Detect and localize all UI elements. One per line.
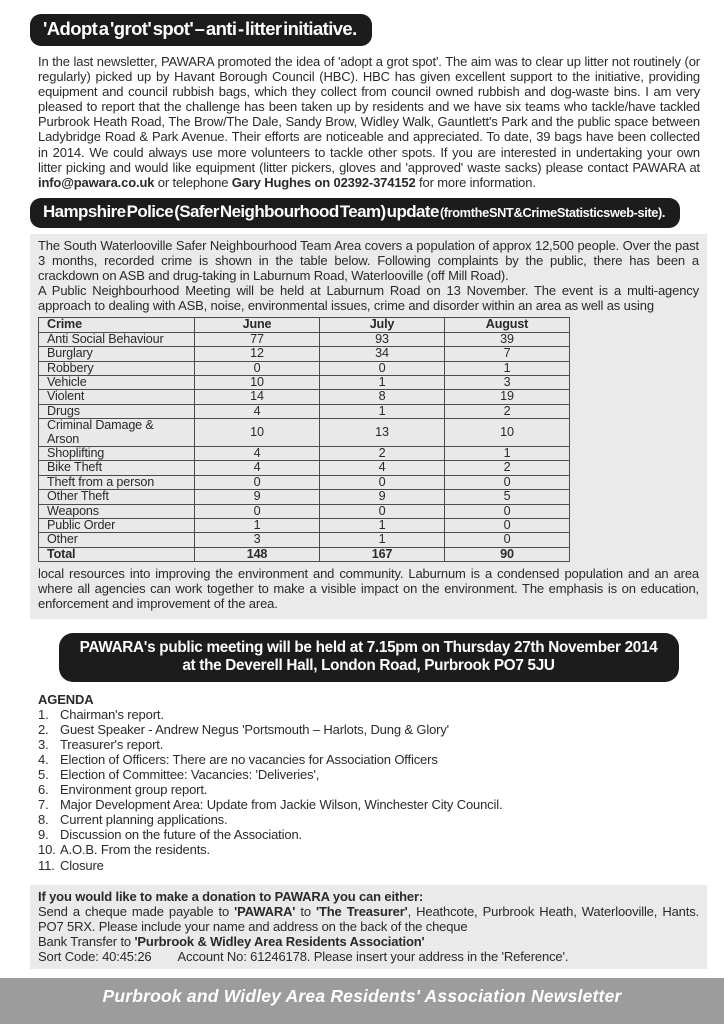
donation-heading: If you would like to make a donation to PAWARA you can either: — [38, 888, 424, 904]
crime-name-cell: Other — [39, 533, 195, 547]
text-segment: In the last newsletter, PAWARA promoted the idea of 'adopt a grot spot'. The aim was to clear up litter not routinely (or regularly) picked up by Havant Borough Council (HBC). HBC has given excellent support to the initiative, providing equipment and council rubbish bags, which they collect from council owned rubbish and dog-waste bins. I am very pleased to report that the challenge has been taken up by residents and we have six teams who tackle/have tackled Purbrook Heath Road, The Brow/The Dale, Sandy Brow, Widley Walk, Gauntlett's Park and the public space between Ladybridge Road & Park Avenue. Their efforts are noticeable and appreciated. To date, 39 bags have been collected in 2014. We could always use more volunteers to tackle other spots. If you are interested in undertaking your own litter picking and would like equipment (litter pickers, gloves and 'approved' waste sacks) please contact PAWARA at — [38, 54, 700, 175]
donation-cheque-paragraph — [38, 904, 699, 934]
agenda-item-text: Treasurer's report. — [60, 736, 164, 752]
police-paragraph-1: The South Waterlooville Safer Neighbourhood Team Area covers a population of approx 12,500 people. Over the past 3 months, recorded crime is shown in the table below. Following complaints by the public, there has been a crackdown on ASB and drug-taking in Laburnum Road, Waterlooville (off Mill Road). — [38, 237, 699, 284]
crime-count-cell: August — [445, 318, 570, 332]
text-segment: info@pawara.co.uk — [38, 174, 155, 190]
crime-count-cell: 77 — [195, 332, 320, 346]
crime-table-row — [39, 390, 570, 404]
crime-name-cell: Bike Theft — [39, 461, 195, 475]
crime-count-cell: 1 — [445, 446, 570, 460]
adopt-grot-spot-paragraph — [38, 54, 700, 190]
crime-count-cell: 9 — [195, 490, 320, 504]
agenda-item — [38, 767, 700, 782]
agenda-item — [38, 722, 700, 737]
crime-name-cell: Theft from a person — [39, 475, 195, 489]
agenda-item-number: 3. — [38, 736, 49, 752]
text-segment: or telephone — [154, 174, 232, 190]
crime-name-cell: Public Order — [39, 519, 195, 533]
crime-statistics-table — [38, 317, 570, 562]
crime-table-total-row — [39, 547, 570, 561]
agenda-item-text: Guest Speaker - Andrew Negus 'Portsmouth – Harlots, Dung & Glory' — [60, 721, 450, 737]
public-meeting-notice — [59, 633, 679, 682]
agenda-item-text: Closure — [60, 857, 104, 873]
crime-count-cell: 8 — [320, 390, 445, 404]
meeting-notice-line-2: at the Deverell Hall, London Road, Purbrook PO7 5JU — [182, 657, 555, 674]
agenda-item-text: Current planning applications. — [60, 812, 228, 828]
text-segment: for more information. — [415, 174, 536, 190]
police-update-section — [30, 234, 707, 619]
crime-count-cell: 1 — [445, 361, 570, 375]
agenda-item-text: Major Development Area: Update from Jackie Wilson, Winchester City Council. — [60, 797, 503, 813]
crime-count-cell: July — [320, 318, 445, 332]
crime-count-cell: 0 — [445, 519, 570, 533]
crime-count-cell: 39 — [445, 332, 570, 346]
text-segment: , Heathcote, Purbrook Heath, Waterlooville, Hants. PO7 5RX. Please include your name and address on the back of the cheque — [38, 903, 700, 934]
crime-name-cell: Burglary — [39, 347, 195, 361]
crime-table-row — [39, 332, 570, 346]
crime-count-cell: 14 — [195, 390, 320, 404]
agenda-item-text: Discussion on the future of the Association. — [60, 827, 302, 843]
crime-count-cell: 3 — [195, 533, 320, 547]
adopt-grot-spot-header — [30, 14, 372, 46]
crime-table-row — [39, 475, 570, 489]
agenda-item-number: 1. — [38, 706, 49, 722]
crime-count-cell: 34 — [320, 347, 445, 361]
crime-count-cell: 148 — [195, 547, 320, 561]
crime-name-cell: Violent — [39, 390, 195, 404]
crime-count-cell: 167 — [320, 547, 445, 561]
crime-count-cell: 1 — [320, 519, 445, 533]
crime-count-cell: 0 — [195, 475, 320, 489]
crime-count-cell: 0 — [320, 475, 445, 489]
crime-name-cell: Vehicle — [39, 375, 195, 389]
crime-count-cell: 4 — [195, 461, 320, 475]
crime-table-row — [39, 446, 570, 460]
agenda-item — [38, 782, 700, 797]
agenda-item-number: 6. — [38, 782, 49, 798]
agenda-item-number: 10. — [38, 842, 56, 858]
crime-name-cell: Total — [39, 547, 195, 561]
crime-name-cell: Drugs — [39, 404, 195, 418]
crime-name-cell: Anti Social Behaviour — [39, 332, 195, 346]
text-segment: Gary Hughes on 02392-374152 — [231, 174, 416, 190]
police-paragraph-2: A Public Neighbourhood Meeting will be held at Laburnum Road on 13 November. The event is a multi-agency approach to dealing with ASB, noise, environmental issues, crime and disorder within an area as well as using — [38, 283, 699, 314]
agenda-item — [38, 858, 700, 873]
crime-count-cell: 2 — [320, 446, 445, 460]
crime-count-cell: 5 — [445, 490, 570, 504]
crime-table-row — [39, 419, 570, 447]
crime-count-cell: 0 — [445, 475, 570, 489]
crime-table-head — [39, 318, 570, 332]
agenda-item-text: Environment group report. — [60, 782, 208, 798]
agenda-item-number: 9. — [38, 827, 49, 843]
crime-name-cell: Weapons — [39, 504, 195, 518]
agenda-heading: AGENDA — [38, 691, 94, 707]
crime-name-cell: Shoplifting — [39, 446, 195, 460]
crime-count-cell: 9 — [320, 490, 445, 504]
crime-table-body — [39, 332, 570, 562]
agenda-item-text: Election of Officers: There are no vacancies for Association Officers — [60, 751, 438, 767]
agenda-item — [38, 827, 700, 842]
meeting-notice-line-1: PAWARA's public meeting will be held at 7.15pm on Thursday 27th November 2014 — [79, 638, 658, 656]
agenda-item — [38, 842, 700, 857]
agenda-item — [38, 797, 700, 812]
agenda-item — [38, 737, 700, 752]
crime-table-row — [39, 519, 570, 533]
agenda-item-text: Chairman's report. — [60, 706, 164, 722]
crime-table-row — [39, 347, 570, 361]
crime-count-cell: 1 — [320, 375, 445, 389]
crime-count-cell: 0 — [445, 533, 570, 547]
agenda-item — [38, 707, 700, 722]
crime-count-cell: 19 — [445, 390, 570, 404]
crime-count-cell: 13 — [320, 419, 445, 447]
crime-name-cell: Other Theft — [39, 490, 195, 504]
agenda-item — [38, 752, 700, 767]
newsletter-footer-bar — [0, 978, 724, 1024]
crime-count-cell: 93 — [320, 332, 445, 346]
crime-count-cell: 10 — [445, 419, 570, 447]
crime-count-cell: 0 — [445, 504, 570, 518]
agenda-item-number: 5. — [38, 766, 49, 782]
text-segment: Account No: 61246178. Please insert your address in the 'Reference'. — [177, 949, 569, 964]
crime-table-row — [39, 461, 570, 475]
crime-count-cell: 1 — [320, 533, 445, 547]
crime-count-cell: 1 — [195, 519, 320, 533]
donation-sort-code-paragraph — [38, 949, 699, 964]
crime-count-cell: 12 — [195, 347, 320, 361]
crime-count-cell: 0 — [320, 361, 445, 375]
crime-name-cell: Robbery — [39, 361, 195, 375]
crime-count-cell: 4 — [195, 404, 320, 418]
text-segment: 'PAWARA' — [234, 903, 296, 919]
crime-count-cell: 7 — [445, 347, 570, 361]
donation-section — [30, 885, 707, 969]
crime-table-row — [39, 504, 570, 518]
hampshire-police-header — [30, 198, 680, 228]
crime-count-cell: 3 — [445, 375, 570, 389]
donation-bank-paragraph — [38, 934, 699, 949]
crime-count-cell: 0 — [195, 361, 320, 375]
agenda-item-text: A.O.B. From the residents. — [60, 842, 210, 858]
agenda-item-text: Election of Committee: Vacancies: 'Deliveries', — [60, 766, 320, 782]
text-segment: Send a cheque made payable to — [38, 903, 235, 919]
agenda-item-number: 4. — [38, 751, 49, 767]
agenda-item-number: 7. — [38, 797, 49, 813]
agenda-item-number: 8. — [38, 812, 49, 828]
hampshire-police-subtitle: (from the SNT & Crime Statistics web-site). — [439, 204, 665, 220]
crime-count-cell: 90 — [445, 547, 570, 561]
police-paragraph-3: local resources into improving the environment and community. Laburnum is a condensed population and an area where all agencies can work together to make a visible impact on the environment. The emphasis is on education, enforcement and improvement of the area. — [38, 566, 699, 612]
text-segment: 'The Treasurer' — [316, 903, 408, 919]
crime-count-cell: 2 — [445, 404, 570, 418]
text-segment: Sort Code: 40:45:26 — [38, 949, 152, 964]
crime-count-cell: 0 — [320, 504, 445, 518]
agenda-item-number: 2. — [38, 721, 49, 737]
crime-count-cell: 4 — [195, 446, 320, 460]
crime-table-row — [39, 361, 570, 375]
agenda-list — [38, 707, 700, 873]
crime-table-header-row — [39, 318, 570, 332]
crime-count-cell: June — [195, 318, 320, 332]
crime-count-cell: 0 — [195, 504, 320, 518]
newsletter-footer-title: Purbrook and Widley Area Residents' Association Newsletter — [102, 985, 622, 1006]
hampshire-police-title: Hampshire Police (Safer Neighbourhood Team) update — [43, 201, 440, 221]
crime-name-cell: Crime — [39, 318, 195, 332]
agenda-item — [38, 812, 700, 827]
crime-table-row — [39, 533, 570, 547]
crime-table-row — [39, 404, 570, 418]
crime-count-cell: 2 — [445, 461, 570, 475]
text-segment: Bank Transfer to — [38, 933, 135, 949]
crime-count-cell: 10 — [195, 419, 320, 447]
crime-count-cell: 4 — [320, 461, 445, 475]
text-segment: 'Purbrook & Widley Area Residents Association' — [134, 933, 425, 949]
crime-name-cell: Criminal Damage & Arson — [39, 419, 195, 447]
crime-count-cell: 1 — [320, 404, 445, 418]
adopt-grot-spot-title: 'Adopt a 'grot' spot' – anti - litter initiative. — [43, 18, 357, 39]
text-segment: to — [295, 903, 317, 919]
crime-count-cell: 10 — [195, 375, 320, 389]
crime-table-row — [39, 375, 570, 389]
agenda-section — [38, 692, 700, 873]
crime-table-row — [39, 490, 570, 504]
agenda-item-number: 11. — [38, 857, 55, 873]
